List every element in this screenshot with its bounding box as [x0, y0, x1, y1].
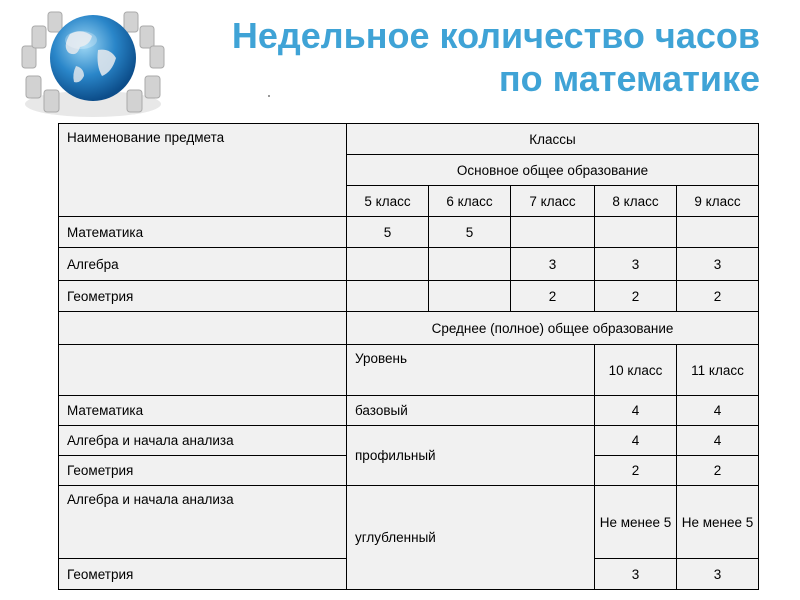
empty-cell — [59, 345, 347, 396]
globe-with-chairs-icon — [18, 6, 168, 121]
header-basic-education: Основное общее образование — [347, 155, 759, 186]
title-line-1: Недельное количество часов — [231, 15, 760, 56]
value-cell: 4 — [595, 426, 677, 456]
value-cell: 3 — [677, 559, 759, 590]
value-cell — [595, 217, 677, 248]
value-cell: 3 — [595, 248, 677, 281]
grade-header: 5 класс — [347, 186, 429, 217]
value-cell — [347, 248, 429, 281]
value-cell: 3 — [511, 248, 595, 281]
value-cell — [429, 248, 511, 281]
table-row — [59, 248, 759, 281]
subject-cell: Математика — [59, 217, 347, 248]
value-cell: 5 — [347, 217, 429, 248]
grade-header: 8 класс — [595, 186, 677, 217]
table-row — [59, 217, 759, 248]
level-cell: базовый — [347, 396, 595, 426]
value-cell: 5 — [429, 217, 511, 248]
subject-cell: Геометрия — [59, 456, 347, 486]
level-cell: углубленный — [347, 486, 595, 590]
subject-cell: Геометрия — [59, 559, 347, 590]
value-cell: 3 — [595, 559, 677, 590]
value-cell: 4 — [677, 426, 759, 456]
table-row — [59, 396, 759, 426]
table-row — [59, 426, 759, 456]
header-classes: Классы — [347, 124, 759, 155]
grade-header: 7 класс — [511, 186, 595, 217]
value-cell — [347, 281, 429, 312]
value-cell: 2 — [595, 281, 677, 312]
subject-cell: Алгебра и начала анализа — [59, 486, 347, 559]
value-cell: 2 — [677, 281, 759, 312]
decorative-dot — [268, 95, 270, 97]
value-cell: 4 — [595, 396, 677, 426]
header-subject: Наименование предмета — [59, 124, 347, 217]
secondary-education-title: Среднее (полное) общее образование — [347, 312, 759, 345]
table-row — [59, 486, 759, 559]
value-cell: 2 — [595, 456, 677, 486]
empty-cell — [59, 312, 347, 345]
value-cell — [429, 281, 511, 312]
table-row — [59, 281, 759, 312]
value-cell: 2 — [511, 281, 595, 312]
header-row — [59, 124, 759, 155]
level-header-row — [59, 345, 759, 396]
grade-10-header: 10 класс — [595, 345, 677, 396]
value-cell: Не менее 5 — [677, 486, 759, 559]
title-line-2: по математике — [498, 58, 760, 99]
value-cell: Не менее 5 — [595, 486, 677, 559]
grade-header: 9 класс — [677, 186, 759, 217]
subject-cell: Геометрия — [59, 281, 347, 312]
hours-table — [58, 123, 759, 590]
grade-11-header: 11 класс — [677, 345, 759, 396]
subject-cell: Алгебра и начала анализа — [59, 426, 347, 456]
subject-cell: Математика — [59, 396, 347, 426]
value-cell: 3 — [677, 248, 759, 281]
subject-cell: Алгебра — [59, 248, 347, 281]
value-cell: 4 — [677, 396, 759, 426]
value-cell — [511, 217, 595, 248]
level-cell: профильный — [347, 426, 595, 486]
page-title — [160, 14, 760, 100]
grade-header: 6 класс — [429, 186, 511, 217]
level-header: Уровень — [347, 345, 595, 396]
secondary-title-row — [59, 312, 759, 345]
value-cell — [677, 217, 759, 248]
value-cell: 2 — [677, 456, 759, 486]
